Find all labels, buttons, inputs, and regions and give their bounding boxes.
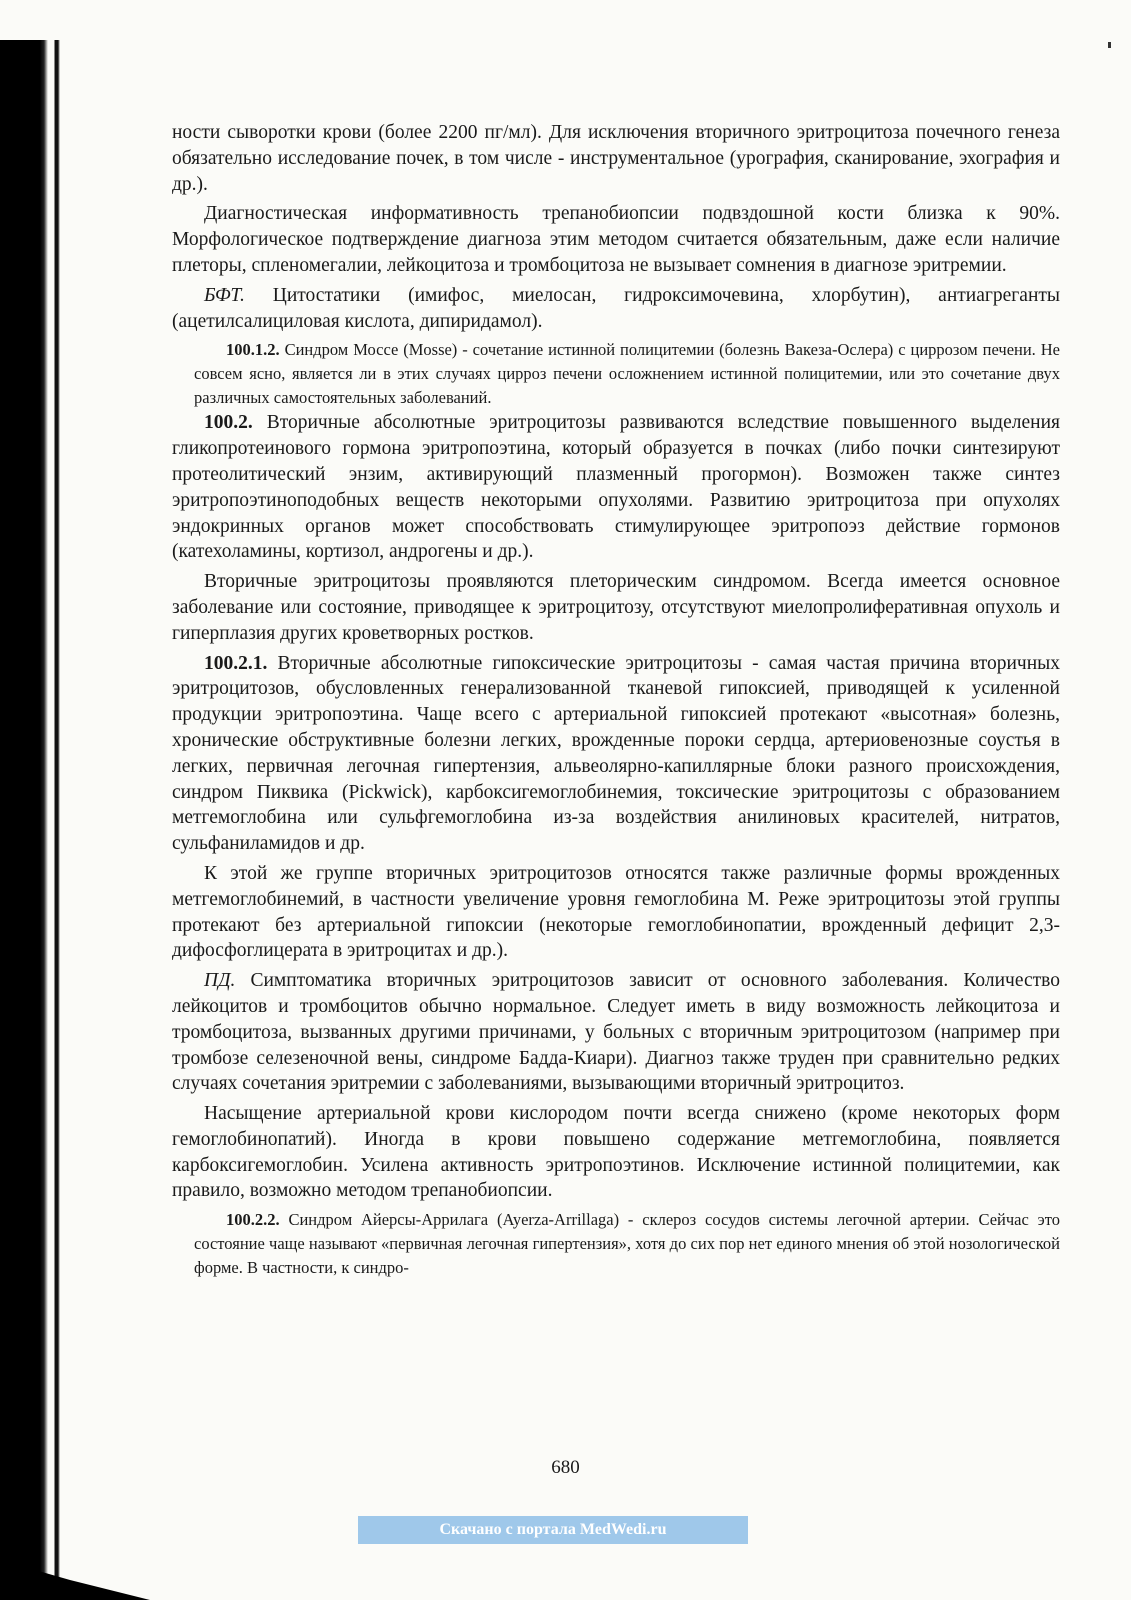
subsection-text: Синдром Моссе (Mosse) - сочетание истинной полицитемии (болезнь Вакеза-Ослера) с циррозом печени. Не совсем ясно, является ли в этих случаях цирроз печени осложнением истинной полицитемии, или это сочетание двух различных самостоятельных заболеваний.: [194, 340, 1060, 408]
paragraph-1: ности сыворотки крови (более 2200 пг/мл). Для исключения вторичного эритроцитоза почечного генеза обязательно исследование почек, в том числе - инструментальное (урография, сканирование, эхография и др.).: [172, 122, 1060, 195]
section-100-2: [172, 410, 1060, 565]
section-label-pd: ПД.: [204, 970, 236, 992]
paragraph-pd-text: Симптоматика вторичных эритроцитозов зависит от основного заболевания. Количество лейкоцитов и тромбоцитов обычно нормальное. Следует иметь в виду возможность лейкоцитоза и тромбоцитоза, вызванных другими причинами, у больных с вторичным эритроцитозом (например при тромбозе селезеночной вены, синдроме Бадда-Киари). Диагноз также труден при сравнительно редких случаях сочетания эритремии с заболеваниями, вызывающими вторичный эритроцитоз.: [172, 970, 1060, 1095]
scan-binding-edge: [0, 40, 64, 1600]
section-100-2-1: [172, 651, 1060, 857]
section-text: Вторичные абсолютные эритроцитозы развиваются вследствие повышенного выделения гликопротеинового гормона эритропоэтина, который образуется в почках (либо почки синтезируют протеолитический энзим, активирующий плазменный прогормон). Возможен также синтез эритропоэтиноподобных веществ некоторыми опухолями. Развитию эритроцитоза при опухолях эндокринных органов может способствовать стимулирующее эритропоэз действие гормонов (катехоламины, кортизол, андрогены и др.).: [172, 412, 1060, 563]
subsection-100-2-2: [172, 1208, 1060, 1280]
subsection-text: Синдром Айерсы-Аррилага (Ayerza-Arrillaga) - склероз сосудов системы легочной артерии. Сейчас это состояние чаще называют «первичная легочная гипертензия», хотя до сих пор нет единого мнения об этой нозологической форме. В частности, к синдро-: [194, 1210, 1060, 1278]
page-number: 680: [551, 1457, 580, 1478]
section-text: Вторичные абсолютные гипоксические эритроцитозы - самая частая причина вторичных эритроцитозов, обусловленных генерализованной тканевой гипоксией, приводящей к усиленной продукции эритропоэтина. Чаще всего с артериальной гипоксией протекают «высотная» болезнь, хронические обструктивные болезни легких, врожденные пороки сердца, артериовенозные соустья в легких, первичная легочная гипертензия, альвеолярно-капиллярные блоки разного происхождения, синдром Пиквика (Pickwick), карбоксигемоглобинемия, токсические эритроцитозы с образованием метгемоглобина или сульфгемоглобина из-за воздействия анилиновых красителей, нитратов, сульфаниламидов и др.: [172, 652, 1060, 855]
section-number: 100.2.1.: [204, 652, 268, 674]
section-number: 100.1.2.: [226, 340, 280, 360]
paragraph-bft: [172, 283, 1060, 335]
page-body: [172, 120, 1060, 1280]
paragraph-8: К этой же группе вторичных эритроцитозов относятся также различные формы врожденных метгемоглобинемий, в частности увеличение уровня гемоглобина М. Реже эритроцитозы этой группы протекают без артериальной гипоксии (некоторые гемоглобинопатии, врожденный дефицит 2,3-дифосфоглицерата в эритроцитах и др.).: [172, 862, 1060, 962]
section-number: 100.2.2.: [226, 1210, 280, 1230]
section-number: 100.2.: [204, 412, 253, 434]
subsection-100-1-2: [172, 338, 1060, 410]
paragraph-6: Вторичные эритроцитозы проявляются плеторическим синдромом. Всегда имеется основное заболевание или состояние, приводящее к эритроцитозу, отсутствуют миелопролиферативная опухоль и гиперплазия других кроветворных ростков.: [172, 571, 1060, 644]
section-label-bft: БФТ.: [204, 284, 245, 306]
paragraph-bft-text: Цитостатики (имифос, миелосан, гидроксимочевина, хлорбутин), антиагреганты (ацетилсалициловая кислота, дипиридамол).: [172, 284, 1060, 332]
paragraph-10: Насыщение артериальной крови кислородом почти всегда снижено (кроме некоторых форм гемоглобинопатий). Иногда в крови повышено содержание метгемоглобина, появляется карбоксигемоглобин. Усилена активность эритропоэтинов. Исключение истинной полицитемии, как правило, возможно методом трепанобиопсии.: [172, 1103, 1060, 1202]
paragraph-pd: [172, 968, 1060, 1097]
paragraph-2: Диагностическая информативность трепанобиопсии подвздошной кости близка к 90%. Морфологическое подтверждение диагноза этим методом считается обязательным, даже если наличие плеторы, спленомегалии, лейкоцитоза и тромбоцитоза не вызывает сомнения в диагнозе эритремии.: [172, 203, 1060, 276]
source-watermark-banner: Скачано с портала MedWedi.ru: [358, 1516, 748, 1544]
scan-speck: [1108, 42, 1111, 48]
